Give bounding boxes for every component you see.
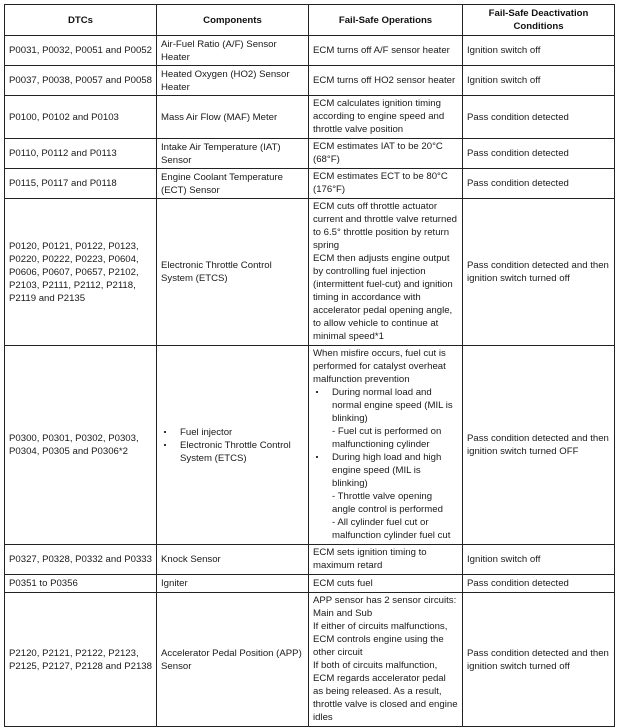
cell-dtcs: P0100, P0102 and P0103 [5,96,157,139]
cell-deactivation: Pass condition detected and then ignition switch turned OFF [463,346,615,545]
bullet-icon [316,391,318,393]
cell-operations: ECM estimates ECT to be 80°C (176°F) [309,169,463,199]
cell-operations [309,199,463,346]
bullet-icon [164,444,166,446]
header-fail-safe-operations: Fail-Safe Operations [309,5,463,36]
cell-operations: ECM sets ignition timing to maximum retard [309,545,463,575]
table-row [5,593,615,727]
cell-dtcs: P0037, P0038, P0057 and P0058 [5,66,157,96]
bullet-icon [316,456,318,458]
list-item-text: Fuel injector [180,426,233,438]
operations-intro: When misfire occurs, fuel cut is performed for catalyst overheat malfunction prevention [313,348,446,385]
cell-deactivation: Pass condition detected and then ignition switch turned off [463,593,615,727]
list-item-text: During high load and high engine speed (MIL is blinking) [332,452,442,489]
cell-dtcs: P0115, P0117 and P0118 [5,169,157,199]
operations-line: APP sensor has 2 sensor circuits: Main and Sub [313,595,457,619]
sub-item: - Fuel cut is performed on malfunctioning cylinder [332,426,442,450]
cell-components: Electronic Throttle Control System (ETCS) [157,199,309,346]
list-item [313,386,458,425]
list-item [161,426,304,439]
components-list [161,426,304,465]
cell-operations: ECM turns off HO2 sensor heater [309,66,463,96]
cell-dtcs: P2120, P2121, P2122, P2123, P2125, P2127, P2128 and P2138 [5,593,157,727]
table-row [5,139,615,169]
bullet-icon [164,431,166,433]
cell-components: Heated Oxygen (HO2) Sensor Heater [157,66,309,96]
cell-operations [309,346,463,545]
list-item [161,439,304,465]
cell-deactivation: Ignition switch off [463,66,615,96]
cell-dtcs: P0031, P0032, P0051 and P0052 [5,36,157,66]
cell-components: Mass Air Flow (MAF) Meter [157,96,309,139]
sub-item: - Throttle valve opening angle control is performed [332,491,443,515]
cell-dtcs: P0327, P0328, P0332 and P0333 [5,545,157,575]
header-deactivation-conditions: Fail-Safe Deactivation Conditions [463,5,615,36]
cell-deactivation: Pass condition detected and then ignition switch turned off [463,199,615,346]
cell-operations: ECM calculates ignition timing according to engine speed and throttle valve position [309,96,463,139]
list-item-text: During normal load and normal engine speed (MIL is blinking) [332,387,453,424]
cell-operations: ECM estimates IAT to be 20°C (68°F) [309,139,463,169]
operations-list [313,386,458,425]
cell-dtcs: P0110, P0112 and P0113 [5,139,157,169]
table-row [5,575,615,593]
cell-deactivation: Pass condition detected [463,96,615,139]
cell-components: Knock Sensor [157,545,309,575]
cell-operations: ECM turns off A/F sensor heater [309,36,463,66]
table-row [5,36,615,66]
table-row [5,346,615,545]
cell-components: Igniter [157,575,309,593]
table-row [5,169,615,199]
table-row [5,96,615,139]
cell-operations [309,593,463,727]
list-item [313,451,458,490]
cell-operations: ECM cuts fuel [309,575,463,593]
table-row [5,66,615,96]
cell-components [157,346,309,545]
cell-components: Intake Air Temperature (IAT) Sensor [157,139,309,169]
cell-components: Air-Fuel Ratio (A/F) Sensor Heater [157,36,309,66]
cell-deactivation: Ignition switch off [463,36,615,66]
operations-line: If both of circuits malfunction, ECM regards accelerator pedal as being released. As a result, throttle valve is closed and engine idles [313,660,458,723]
list-item-text: Electronic Throttle Control System (ETCS) [180,439,291,464]
table-header-row [5,5,615,36]
table-row [5,199,615,346]
table-row [5,545,615,575]
operations-line: ECM then adjusts engine output by controlling fuel injection (intermittent fuel-cut) and ignition timing in accordance with accelerator pedal opening angle, to allow vehicle to continue at minimal speed*1 [313,253,453,342]
operations-list [313,451,458,490]
header-components: Components [157,5,309,36]
cell-deactivation: Ignition switch off [463,545,615,575]
cell-deactivation: Pass condition detected [463,575,615,593]
cell-deactivation: Pass condition detected [463,169,615,199]
header-dtcs: DTCs [5,5,157,36]
cell-components: Engine Coolant Temperature (ECT) Sensor [157,169,309,199]
operations-line: If either of circuits malfunctions, ECM controls engine using the other circuit [313,621,448,658]
cell-deactivation: Pass condition detected [463,139,615,169]
sub-item: - All cylinder fuel cut or malfunction cylinder fuel cut [332,517,451,541]
operations-line: ECM cuts off throttle actuator current and throttle valve returned to 6.5° throttle position by return spring [313,201,457,251]
cell-components: Accelerator Pedal Position (APP) Sensor [157,593,309,727]
fail-safe-table [4,4,615,727]
cell-dtcs: P0351 to P0356 [5,575,157,593]
cell-dtcs: P0300, P0301, P0302, P0303, P0304, P0305 and P0306*2 [5,346,157,545]
cell-dtcs: P0120, P0121, P0122, P0123, P0220, P0222, P0223, P0604, P0606, P0607, P0657, P2102, P2103, P2111, P2112, P2118, P2119 and P2135 [5,199,157,346]
